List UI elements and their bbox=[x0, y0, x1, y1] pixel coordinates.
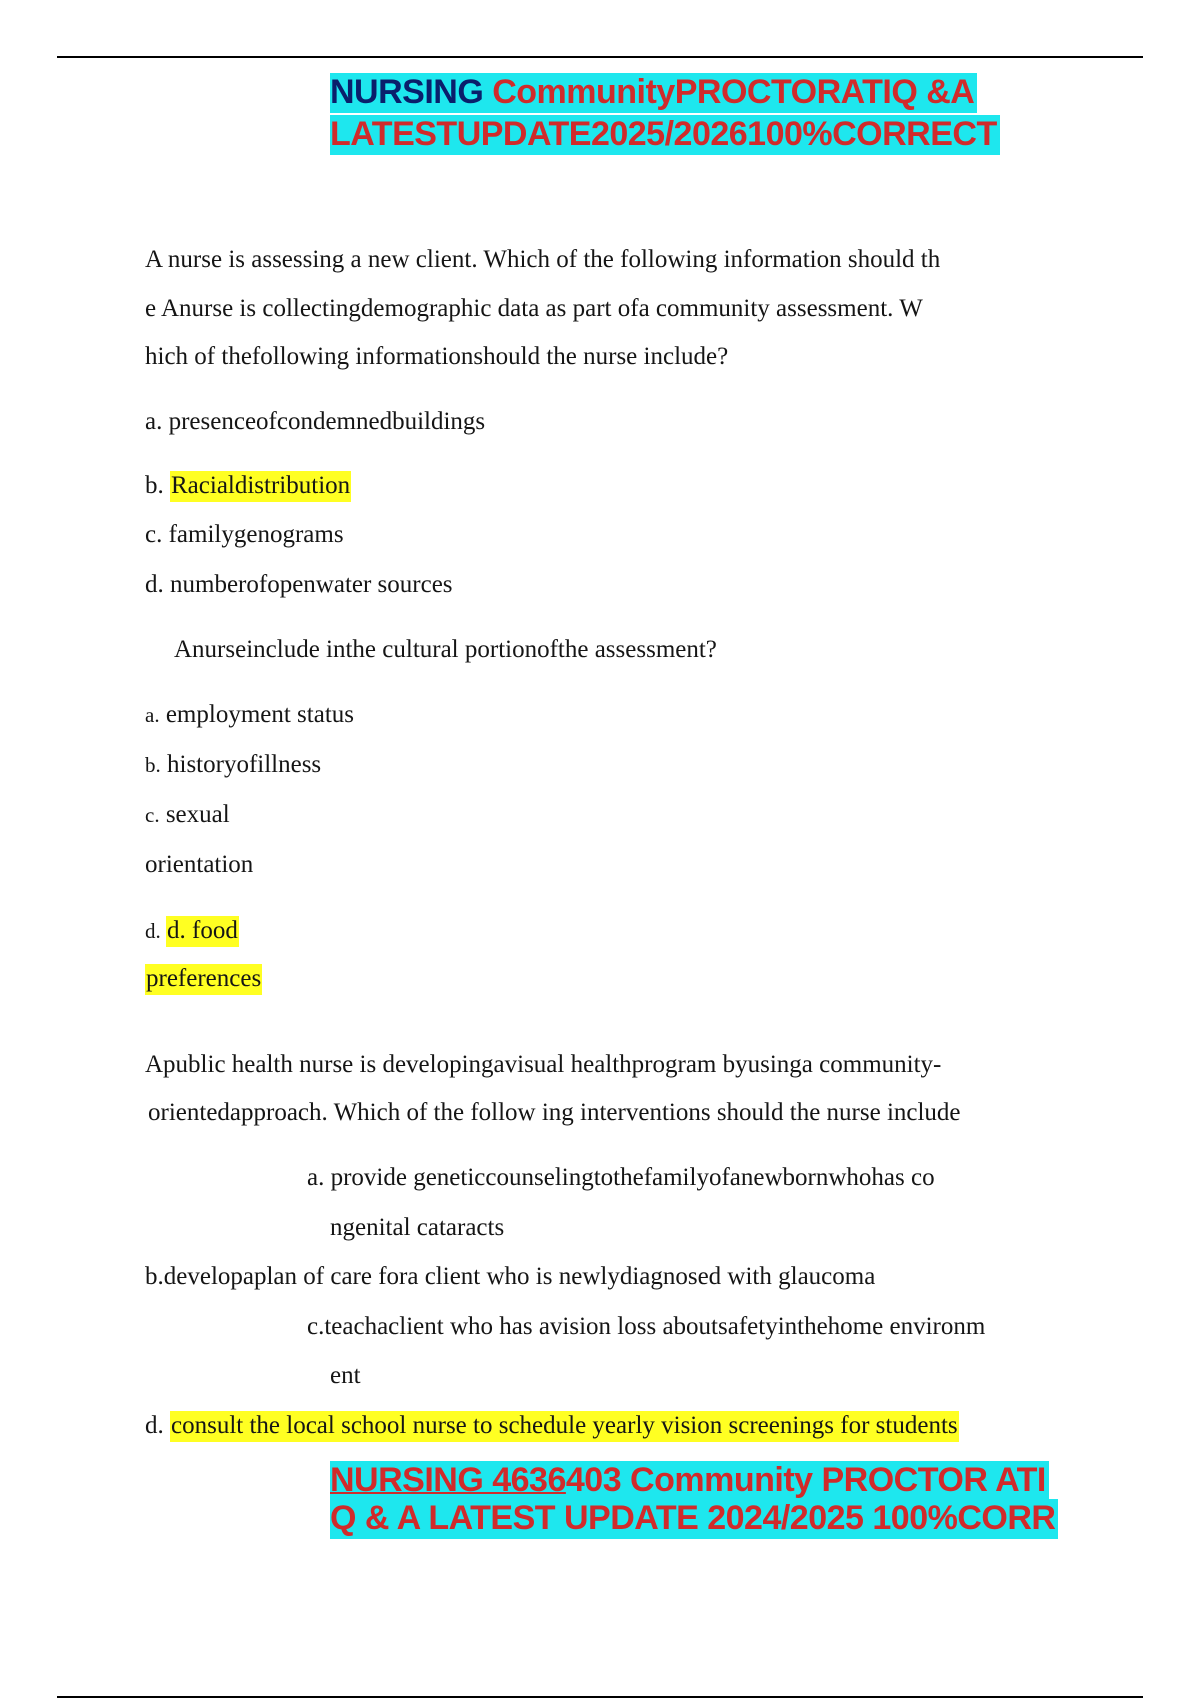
q2-option-d-continued: preferences bbox=[145, 964, 262, 994]
q3-option-c-continued: ent bbox=[330, 1362, 361, 1389]
q1-option-c: c. familygenograms bbox=[145, 521, 344, 548]
q3-option-b: b.developaplan of care fora client who is newlydiagnosed with glaucoma bbox=[145, 1263, 876, 1290]
q1-stem-line-1: A nurse is assessing a new client. Which of the following information should th bbox=[145, 246, 941, 273]
q3-option-a-continued: ngenital cataracts bbox=[330, 1214, 505, 1241]
q1-option-a: a. presenceofcondemnedbuildings bbox=[145, 408, 486, 435]
q1-stem-line-3: hich of thefollowing informationshould the nurse include? bbox=[145, 343, 729, 370]
q2-option-c: c. sexual bbox=[145, 801, 230, 828]
title-banner bbox=[330, 72, 977, 112]
title-line-1: NURSING CommunityPROCTORATIQ &A bbox=[330, 73, 977, 113]
q1-option-b: b. Racialdistribution bbox=[145, 471, 351, 501]
q1-correct-answer: Racialdistribution bbox=[170, 471, 351, 502]
footer-banner-line-1: NURSING 4636403 Community PROCTOR ATI bbox=[330, 1460, 1049, 1500]
q1-stem-line-2: e Anurse is collectingdemographic data as part ofa community assessment. W bbox=[145, 295, 923, 322]
q3-option-c: c.teachaclient who has avision loss aboutsafetyinthehome environm bbox=[307, 1313, 986, 1340]
q2-option-a: a. employment status bbox=[145, 701, 354, 728]
top-rule bbox=[57, 56, 1143, 58]
q3-correct-answer: consult the local school nurse to schedule yearly vision screenings for students bbox=[170, 1411, 959, 1442]
q3-option-d: d. consult the local school nurse to schedule yearly vision screenings for students bbox=[145, 1411, 959, 1441]
q3-option-a: a. provide geneticcounselingtothefamilyofanewbornwhohas co bbox=[307, 1164, 935, 1191]
q2-option-c-continued: orientation bbox=[145, 851, 254, 878]
q3-stem-line-1: Apublic health nurse is developingavisual healthprogram byusinga community- bbox=[145, 1051, 942, 1078]
q2-stem: Anurseinclude inthe cultural portionofthe assessment? bbox=[174, 636, 717, 663]
q1-option-d: d. numberofopenwater sources bbox=[145, 571, 453, 598]
q3-stem-line-2: orientedapproach. Which of the follow ing interventions should the nurse include bbox=[148, 1099, 961, 1126]
title-line-2: LATESTUPDATE2025/2026100%CORRECT bbox=[330, 114, 1000, 154]
footer-banner-line-2: Q & A LATEST UPDATE 2024/2025 100%CORR bbox=[330, 1498, 1058, 1538]
bottom-rule bbox=[57, 1696, 1143, 1698]
q2-option-b: b. historyofillness bbox=[145, 751, 322, 778]
q2-correct-answer: d. food bbox=[166, 916, 239, 947]
q2-option-d: d. d. food bbox=[145, 916, 239, 946]
